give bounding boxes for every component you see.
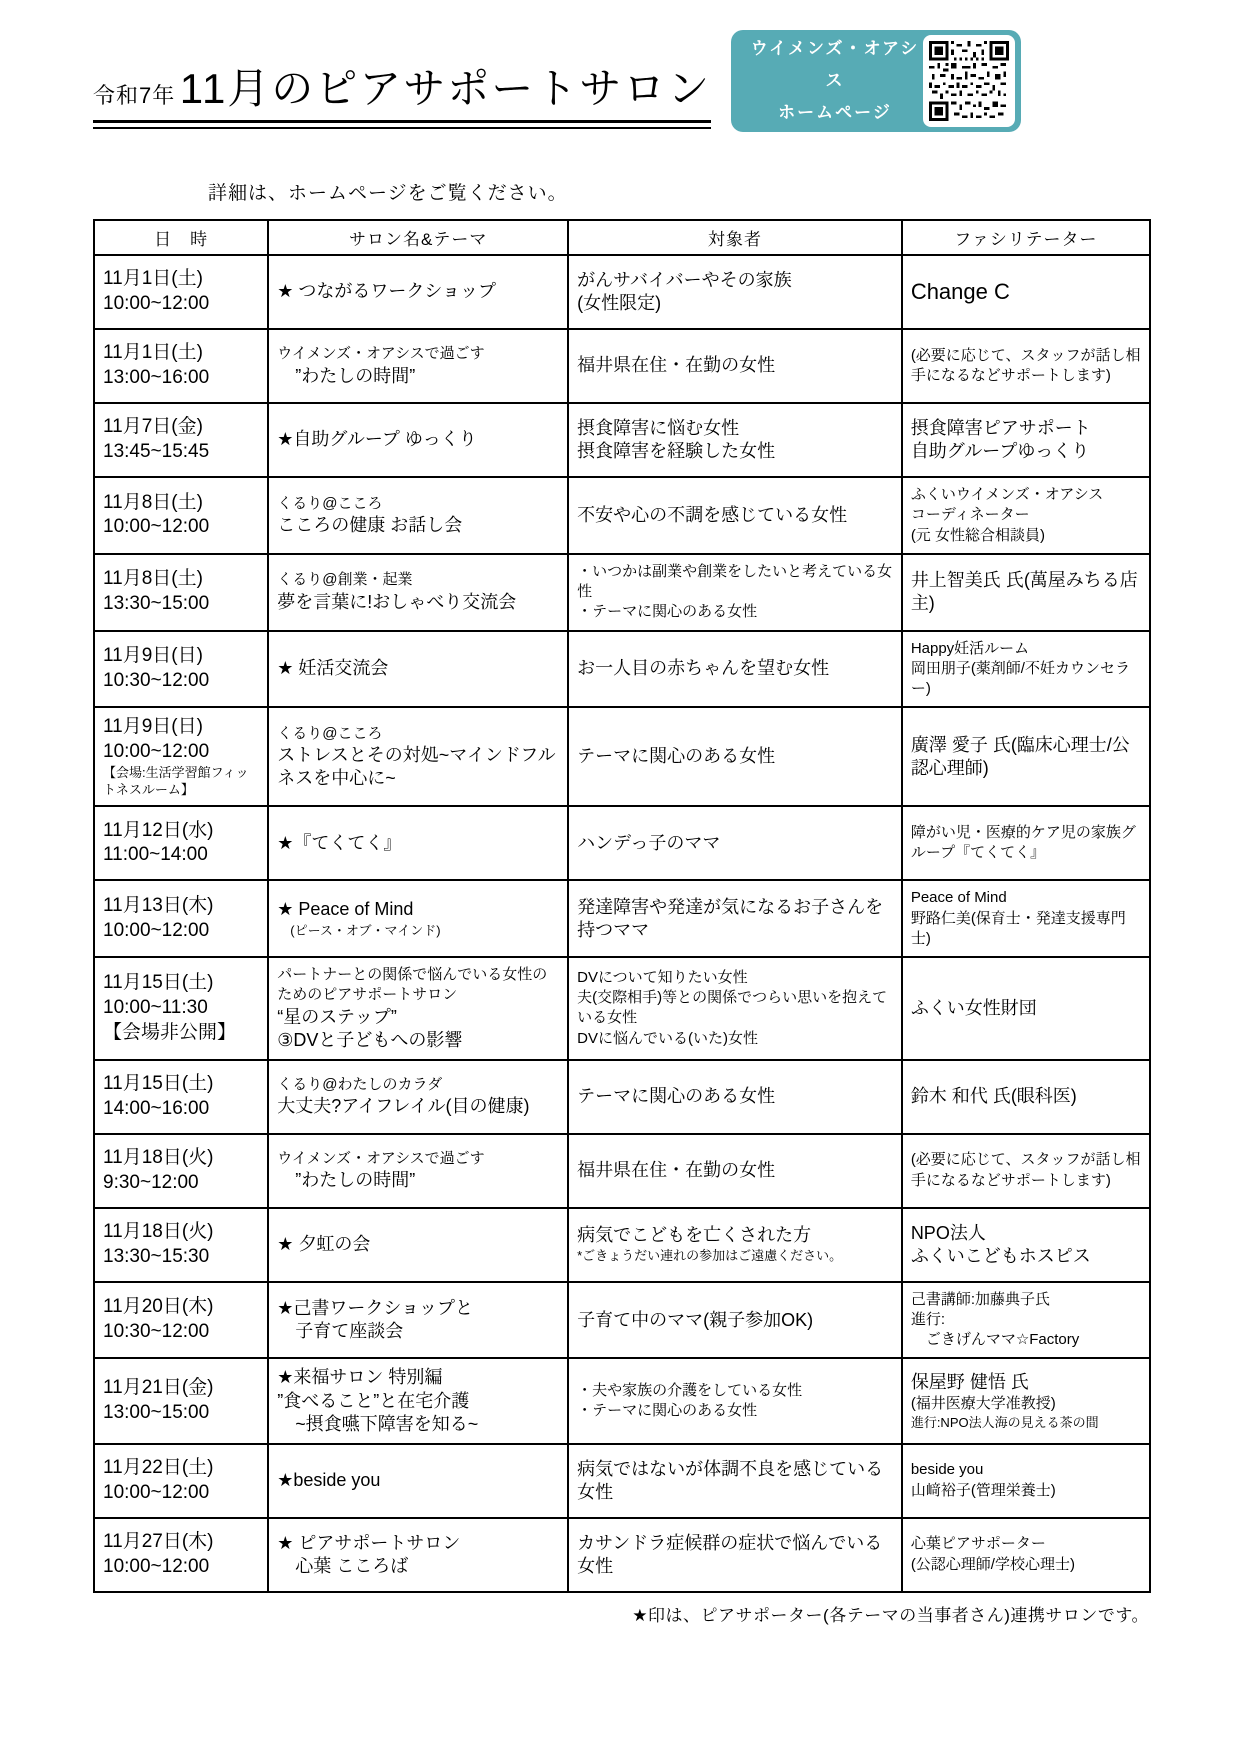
cell-line: ハンデっ子のママ (577, 832, 721, 853)
cell-line: (元 女性総合相談員) (910, 526, 1045, 544)
cell-line: 発達障害や発達が気になるお子さんを持つママ (577, 896, 884, 940)
cell-line: 11月27日(木) (103, 1530, 214, 1552)
cell-line: ふくいウイメンズ・オアシス (910, 486, 1104, 503)
cell-target (568, 1358, 902, 1443)
cell-line: ★『てくてく』 (277, 832, 402, 853)
cell-line: 11月22日(土) (103, 1456, 214, 1478)
cell-datetime (94, 1358, 268, 1443)
cell-line: 野路仁美(保育士・発達支援専門士) (910, 909, 1126, 947)
era-label: 令和7年 (93, 83, 176, 108)
header-salon: サロン名&テーマ (268, 220, 568, 255)
cell-target (568, 631, 902, 708)
page-title (93, 56, 711, 116)
cell-line: ・夫や家族の介護をしている女性 (577, 1381, 803, 1399)
cell-target (568, 1518, 902, 1592)
cell-line: ★己書ワークショップと (277, 1298, 474, 1319)
cell-line: 13:30~15:00 (103, 593, 210, 615)
cell-line: ・テーマに関心のある女性 (577, 603, 758, 621)
table-row (94, 1444, 1150, 1518)
cell-line: 摂食障害ピアサポート (910, 417, 1091, 438)
cell-datetime (94, 1134, 268, 1208)
cell-datetime (94, 880, 268, 957)
cell-line: 11月8日(土) (103, 491, 203, 513)
cell-facilitator (902, 707, 1150, 806)
cell-target (568, 880, 902, 957)
cell-line: *ごきょうだい連れの参加はご遠慮ください。 (577, 1248, 843, 1264)
cell-line: 病気でこどもを亡くされた方 (577, 1225, 812, 1246)
cell-line: ”わたしの時間” (277, 1170, 416, 1191)
cell-line: 井上智美氏 氏(萬屋みちる店主) (910, 570, 1138, 614)
qr-code-image (929, 41, 1009, 121)
cell-line: 11月8日(土) (103, 568, 203, 590)
cell-line: ~摂食嚥下障害を知る~ (277, 1413, 479, 1434)
cell-line: (必要に応じて、スタッフが話し相手になるなどサポートします) (910, 346, 1141, 384)
cell-target (568, 477, 902, 554)
cell-target (568, 403, 902, 477)
cell-target (568, 707, 902, 806)
cell-line: 10:00~12:00 (103, 516, 210, 538)
badge-line2: ホームページ (778, 103, 892, 123)
cell-line: ★ つながるワークショップ (277, 281, 497, 302)
cell-line: くるり@こころ (277, 494, 383, 512)
cell-salon (268, 707, 568, 806)
cell-datetime (94, 477, 268, 554)
cell-line: (女性限定) (577, 293, 662, 313)
cell-line: 10:00~12:00 (103, 1555, 210, 1577)
cell-line: ストレスとその対処~マインドフルネスを中心に~ (277, 744, 556, 788)
cell-line: ・テーマに関心のある女性 (577, 1402, 758, 1420)
cell-facilitator (902, 806, 1150, 880)
cell-target (568, 1282, 902, 1359)
header-target: 対象者 (568, 220, 902, 255)
cell-line: 11月7日(金) (103, 416, 203, 438)
cell-target (568, 255, 902, 329)
cell-facilitator (902, 631, 1150, 708)
cell-facilitator (902, 403, 1150, 477)
cell-salon (268, 554, 568, 631)
cell-line: 11月13日(木) (103, 895, 214, 917)
table-row (94, 1358, 1150, 1443)
table-row (94, 403, 1150, 477)
cell-line: 10:00~12:00 (103, 1481, 210, 1503)
cell-target (568, 1060, 902, 1134)
schedule-table-body (94, 255, 1150, 1592)
cell-target (568, 806, 902, 880)
cell-line: ★来福サロン 特別編 (277, 1367, 443, 1388)
cell-line: (ピース・オブ・マインド) (277, 922, 441, 938)
cell-target (568, 1208, 902, 1282)
cell-line: 9:30~12:00 (103, 1171, 199, 1193)
cell-line: ③DVと子どもへの影響 (277, 1029, 463, 1050)
cell-datetime (94, 1060, 268, 1134)
table-row (94, 707, 1150, 806)
cell-line: 山﨑裕子(管理栄養士) (910, 1481, 1056, 1499)
cell-datetime (94, 1518, 268, 1592)
cell-line: お一人目の赤ちゃんを望む女性 (577, 658, 830, 679)
table-row (94, 1208, 1150, 1282)
cell-salon (268, 329, 568, 403)
cell-line: ふくいこどもホスピス (910, 1245, 1091, 1266)
cell-line: 11月21日(金) (103, 1377, 214, 1399)
cell-line: Change C (910, 278, 1010, 304)
cell-line: くるり@こころ (277, 724, 383, 742)
cell-line: ”食べること”と在宅介護 (277, 1390, 470, 1411)
cell-line: 10:00~12:00 (103, 293, 210, 314)
cell-salon (268, 631, 568, 708)
cell-datetime (94, 329, 268, 403)
cell-line: カサンドラ症候群の症状で悩んでいる女性 (577, 1532, 883, 1576)
cell-line: パートナーとの関係で悩んでいる女性のためのピアサポートサロン (277, 966, 548, 1004)
cell-salon (268, 806, 568, 880)
cell-salon (268, 477, 568, 554)
cell-line: 病気ではないが体調不良を感じている女性 (577, 1458, 884, 1502)
badge-line1: ウイメンズ・オアシス (750, 38, 920, 90)
cell-line: くるり@創業・起業 (277, 571, 413, 589)
cell-salon (268, 1358, 568, 1443)
cell-facilitator (902, 880, 1150, 957)
cell-datetime (94, 631, 268, 708)
header-datetime: 日 時 (94, 220, 268, 255)
cell-salon (268, 1208, 568, 1282)
cell-line: 10:00~12:00 (103, 919, 210, 941)
cell-salon (268, 880, 568, 957)
table-row (94, 477, 1150, 554)
table-row (94, 1282, 1150, 1359)
table-row (94, 957, 1150, 1060)
cell-line: 己書講師:加藤典子氏 (910, 1290, 1050, 1308)
header-area (93, 38, 1151, 168)
cell-datetime (94, 1444, 268, 1518)
table-row (94, 1134, 1150, 1208)
homepage-badge (731, 30, 1021, 132)
cell-line: テーマに関心のある女性 (577, 746, 776, 767)
table-row (94, 1060, 1150, 1134)
cell-target (568, 957, 902, 1060)
cell-line: ★ 夕虹の会 (277, 1234, 371, 1255)
table-row (94, 255, 1150, 329)
cell-line: 心葉 こころば (277, 1555, 409, 1576)
cell-line: テーマに関心のある女性 (577, 1086, 776, 1107)
cell-line: 11月20日(木) (103, 1296, 214, 1318)
cell-line: 障がい児・医療的ケア児の家族グループ『てくてく』 (910, 824, 1136, 862)
cell-salon (268, 1444, 568, 1518)
subtitle: 詳細は、ホームページをご覧ください。 (208, 183, 568, 204)
cell-line: 福井県在住・在勤の女性 (577, 1160, 776, 1181)
cell-line: 大丈夫?アイフレイル(目の健康) (277, 1096, 530, 1117)
cell-datetime (94, 806, 268, 880)
table-row (94, 329, 1150, 403)
table-row (94, 1518, 1150, 1592)
cell-line: ★beside you (277, 1470, 381, 1491)
schedule-table (93, 219, 1151, 1593)
cell-line: こころの健康 お話し会 (277, 514, 463, 535)
cell-line: 夢を言葉に!おしゃべり交流会 (277, 591, 517, 612)
cell-line: コーディネーター (910, 506, 1030, 524)
cell-line: 不安や心の不調を感じている女性 (577, 504, 848, 525)
cell-datetime (94, 403, 268, 477)
cell-salon (268, 255, 568, 329)
cell-line: 心葉ピアサポーター (910, 1535, 1046, 1553)
cell-line: (福井医療大学准教授) (910, 1394, 1056, 1412)
cell-line: 廣澤 愛子 氏(臨床心理士/公認心理師) (910, 734, 1130, 778)
cell-facilitator (902, 1060, 1150, 1134)
cell-line: 11月1日(土) (103, 342, 203, 364)
cell-salon (268, 1060, 568, 1134)
cell-line: くるり@わたしのカラダ (277, 1076, 443, 1094)
cell-line: 11月18日(火) (103, 1147, 214, 1169)
cell-line: ふくい女性財団 (910, 997, 1037, 1018)
cell-datetime (94, 255, 268, 329)
cell-line: 11月1日(土) (103, 268, 203, 290)
cell-salon (268, 957, 568, 1060)
cell-salon (268, 403, 568, 477)
cell-line: がんサバイバーやその家族 (577, 269, 792, 290)
cell-line: ★ Peace of Mind (277, 899, 414, 920)
cell-datetime (94, 554, 268, 631)
cell-facilitator (902, 554, 1150, 631)
cell-line: 13:00~16:00 (103, 367, 210, 388)
cell-line: 進行: (910, 1310, 945, 1328)
cell-target (568, 1134, 902, 1208)
cell-salon (268, 1518, 568, 1592)
cell-line: ★ 妊活交流会 (277, 658, 389, 679)
cell-line: “星のステップ” (277, 1006, 397, 1027)
cell-line: 10:00~12:00 (103, 740, 210, 762)
badge-text (747, 33, 923, 130)
cell-line: (必要に応じて、スタッフが話し相手になるなどサポートします) (910, 1151, 1141, 1189)
cell-line: 10:30~12:00 (103, 1321, 210, 1343)
cell-line: 10:30~12:00 (103, 669, 210, 691)
cell-line: 11月9日(日) (103, 645, 203, 667)
title-text: 11月のピアサポートサロン (179, 65, 712, 112)
cell-datetime (94, 1282, 268, 1359)
cell-facilitator (902, 1134, 1150, 1208)
cell-line: 13:30~15:30 (103, 1245, 210, 1267)
cell-facilitator (902, 1208, 1150, 1282)
cell-line: DVに悩んでいる(いた)女性 (577, 1029, 758, 1047)
cell-target (568, 1444, 902, 1518)
cell-facilitator (902, 255, 1150, 329)
cell-target (568, 554, 902, 631)
cell-line: 11月15日(土) (103, 972, 214, 994)
cell-datetime (94, 957, 268, 1060)
cell-line: ごきげんママ☆Factory (910, 1331, 1080, 1349)
cell-line: DVについて知りたい女性 (577, 968, 748, 986)
cell-line: 【会場非公開】 (103, 1021, 237, 1043)
cell-facilitator (902, 1444, 1150, 1518)
cell-target (568, 329, 902, 403)
cell-line: Happy妊活ルーム (910, 639, 1030, 657)
cell-line: 11月18日(火) (103, 1221, 214, 1243)
cell-line: 11月9日(日) (103, 716, 203, 738)
cell-line: 進行:NPO法人海の見える茶の間 (910, 1414, 1099, 1430)
table-row (94, 554, 1150, 631)
cell-line: 11:00~14:00 (103, 844, 208, 866)
qr-code (923, 35, 1015, 127)
cell-facilitator (902, 477, 1150, 554)
cell-line: ”わたしの時間” (277, 365, 416, 386)
cell-line: ウイメンズ・オアシスで過ごす (277, 1150, 485, 1168)
cell-line: 摂食障害に悩む女性 (577, 417, 740, 438)
cell-line: beside you (910, 1461, 984, 1479)
table-row (94, 631, 1150, 708)
cell-line: 保屋野 健悟 氏 (910, 1371, 1029, 1392)
table-row (94, 880, 1150, 957)
cell-salon (268, 1282, 568, 1359)
cell-line: 13:45~15:45 (103, 441, 210, 462)
footer-note: ★印は、ピアサポーター(各テーマの当事者さん)連携サロンです。 (632, 1605, 1149, 1625)
cell-line: 子育て中のママ(親子参加OK) (577, 1309, 814, 1330)
cell-line: ★自助グループ ゆっくり (277, 429, 477, 450)
cell-line: 【会場:生活学習館フィットネスルーム】 (103, 764, 249, 797)
cell-line: 夫(交際相手)等との関係でつらい思いを抱えている女性 (577, 989, 888, 1027)
table-header-row (94, 220, 1150, 255)
cell-facilitator (902, 1518, 1150, 1592)
cell-line: 子育て座談会 (277, 1321, 404, 1342)
cell-line: NPO法人 (910, 1222, 986, 1243)
cell-salon (268, 1134, 568, 1208)
cell-line: 10:00~11:30 (103, 997, 208, 1019)
cell-line: 摂食障害を経験した女性 (577, 441, 776, 461)
cell-datetime (94, 707, 268, 806)
cell-line: 岡田朋子(薬剤師/不妊カウンセラー) (910, 659, 1130, 697)
cell-line: 自助グループゆっくり (910, 441, 1090, 461)
cell-facilitator (902, 329, 1150, 403)
cell-line: 13:00~15:00 (103, 1402, 210, 1424)
cell-line: 鈴木 和代 氏(眼科医) (910, 1086, 1077, 1107)
cell-line: ・いつかは副業や創業をしたいと考えている女性 (577, 562, 893, 600)
cell-line: Peace of Mind (910, 889, 1007, 907)
table-row (94, 806, 1150, 880)
cell-line: 11月12日(水) (103, 819, 214, 841)
cell-facilitator (902, 1282, 1150, 1359)
title-underline (93, 120, 711, 129)
cell-facilitator (902, 957, 1150, 1060)
cell-line: 11月15日(土) (103, 1073, 214, 1095)
cell-datetime (94, 1208, 268, 1282)
cell-line: 福井県在住・在勤の女性 (577, 355, 776, 376)
cell-line: ウイメンズ・オアシスで過ごす (277, 345, 485, 363)
cell-line: (公認心理師/学校心理士) (910, 1555, 1075, 1573)
cell-facilitator (902, 1358, 1150, 1443)
cell-line: 14:00~16:00 (103, 1097, 210, 1119)
title-block (93, 38, 711, 129)
header-facilitator: ファシリテーター (902, 220, 1150, 255)
cell-line: ★ ピアサポートサロン (277, 1532, 461, 1553)
